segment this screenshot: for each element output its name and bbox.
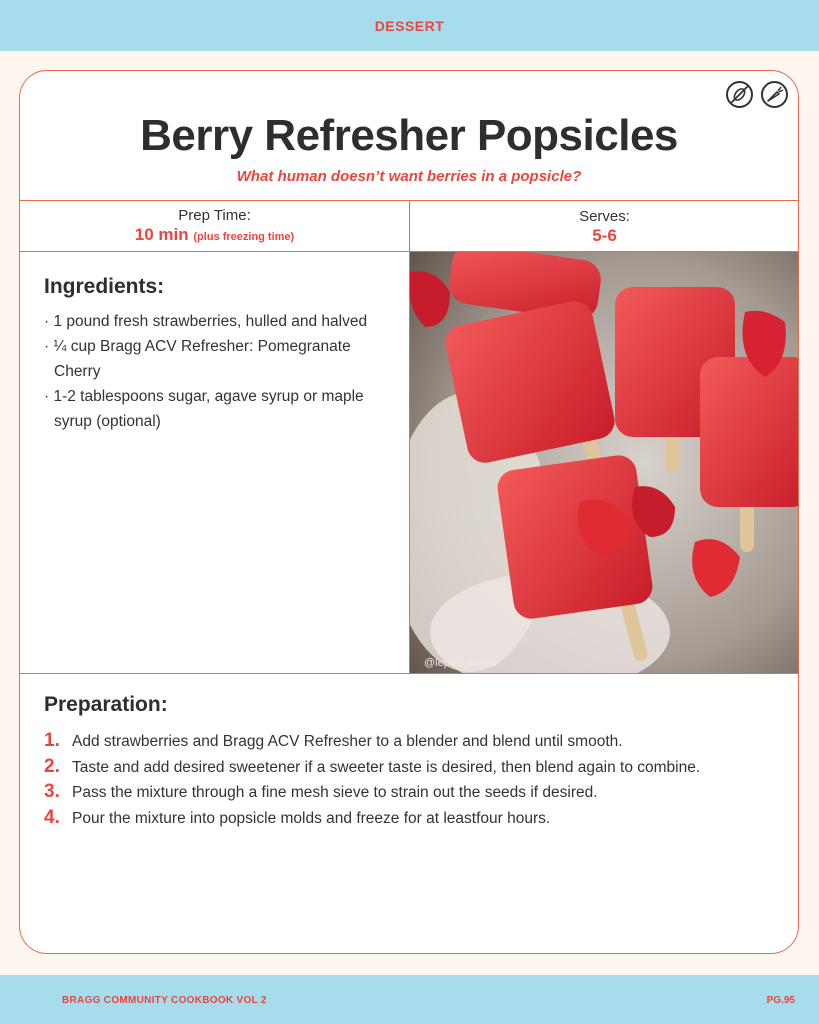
step-number: 4. xyxy=(44,806,60,828)
step-item xyxy=(44,729,784,755)
prep-time-value-line xyxy=(20,225,409,247)
serves-label: Serves: xyxy=(579,208,630,225)
photo-credit: @lepetitchefsb xyxy=(424,657,497,669)
diet-icons xyxy=(726,81,788,108)
page-number: PG.95 xyxy=(766,995,795,1006)
step-number: 3. xyxy=(44,781,60,802)
step-number: 2. xyxy=(44,755,60,777)
preparation-steps xyxy=(44,729,784,831)
popsicle-photo xyxy=(410,252,799,673)
book-title: BRAGG COMMUNITY COOKBOOK VOL 2 xyxy=(62,995,267,1006)
recipe-title: Berry Refresher Popsicles xyxy=(140,111,678,160)
ingredients-heading: Ingredients: xyxy=(44,275,165,298)
ingredients-section xyxy=(44,275,394,434)
ingredient-item: · ¼ cup Bragg ACV Refresher: Pomegranate Cherry xyxy=(44,338,351,380)
prep-time-box xyxy=(20,202,409,252)
prep-time-value: 10 min xyxy=(134,225,189,244)
step-number: 1. xyxy=(44,730,60,751)
step-item xyxy=(44,755,784,781)
footer-banner xyxy=(0,975,819,1024)
top-banner xyxy=(0,0,819,51)
popsicle-illustration xyxy=(410,252,799,673)
recipe-card xyxy=(19,70,799,954)
serves-box xyxy=(410,202,799,252)
step-item xyxy=(44,806,784,832)
ingredients-list xyxy=(44,309,394,434)
prep-time-note: (plus freezing time) xyxy=(193,231,295,243)
step-text: Add strawberries and Bragg ACV Refresher to a blender and blend until smooth. xyxy=(72,733,623,750)
no-nuts-icon xyxy=(726,81,753,108)
step-item xyxy=(44,780,784,806)
ingredient-item: · 1 pound fresh strawberries, hulled and halved xyxy=(44,313,368,330)
step-text: Taste and add desired sweetener if a sweeter taste is desired, then blend again to combine. xyxy=(72,758,701,776)
preparation-section xyxy=(44,693,784,831)
preparation-heading: Preparation: xyxy=(44,693,168,716)
divider xyxy=(20,673,798,674)
section-label: DESSERT xyxy=(374,17,445,34)
ingredient-item: · 1-2 tablespoons sugar, agave syrup or maple syrup (optional) xyxy=(44,388,364,430)
step-text: Pass the mixture through a fine mesh sieve to strain out the seeds if desired. xyxy=(72,784,598,801)
vegan-carrot-icon xyxy=(761,81,788,108)
prep-time-label: Prep Time: xyxy=(178,207,251,224)
step-text: Pour the mixture into popsicle molds and freeze for at leastfour hours. xyxy=(72,809,551,827)
serves-value: 5-6 xyxy=(592,226,617,245)
recipe-subtitle: What human doesn’t want berries in a popsicle? xyxy=(236,168,582,185)
